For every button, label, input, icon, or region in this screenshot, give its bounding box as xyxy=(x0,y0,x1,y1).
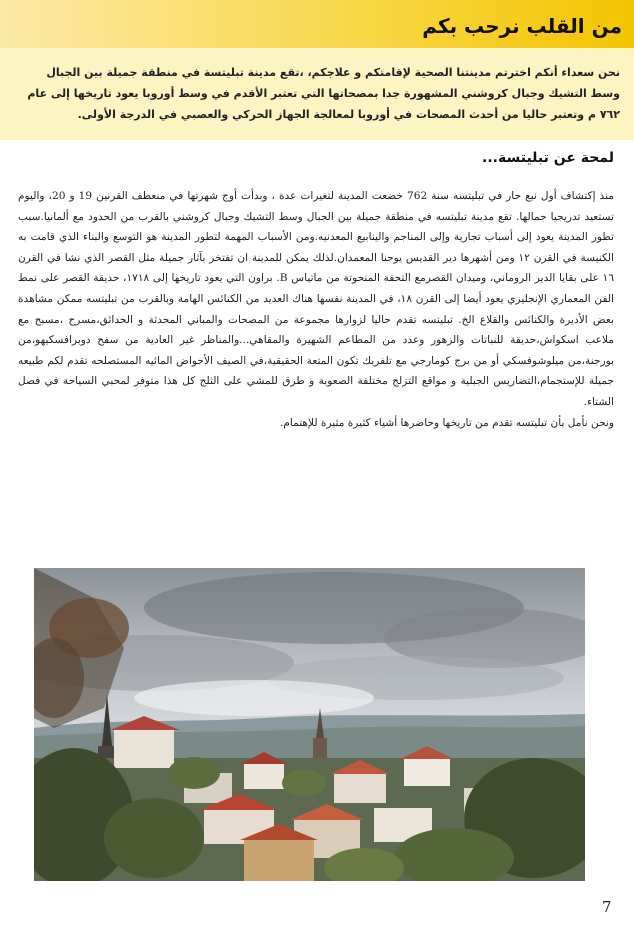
closing-paragraph: ونحن نأمل بأن تبليتسه تقدم من تاريخها وحاضرها أشياء كثيرة مثيرة للإهتمام. xyxy=(279,416,614,429)
body-paragraph: منذ إكتشاف أول نبع حار في تبليتسه سنة 762 خضعت المدينة لتغيرات عدة ، وبدأت أوج شهرتها في منعطف القرنين 19 و 20، واليوم تستعيد تدريجيا جمالها. تقع مدينة تبليتسه في منطقة جميلة بين الجبال وسط التشيك وجبال كروشني بالقرب من الحدود مع ألمانيا.سبب تطور المدينة يعود إلى أسباب تجارية وإلى المناجم والينابيع المعدنيه.ومن الأسباب المهمة لتطور المدينة هو التوسع والبناء الذي قامت به الكنيسة في القرن ١٢ ومن أشهرها دير القديس يوحنا المعمدان.لذلك يمكن للمدينة ان تفتخر بآثار جميلة مثل القصر الذي نشا في القرن ١٦ على بقايا الدير الروماني، وميدان القصرمع التحفة المنحوتة من ماتياس B. براون التي يعود تاريخها إلى ١٧١٨، حديقة القصر على نمط الفن المعماري الإنجليزي يعود أيضا إلى القرن ١٨، في المدينة نفسها هناك العديد من الكنائس الهامة وبالقرب من تبليتسه ممكن مشاهدة بعض الأديرة والكنائس والقلاع الخ. تبليتسه تقدم حاليا لزوارها مجموعة من المصحات والمباني المحدثة و الحدائق،مسرح ،مسبح مع ملاعب اسكواش،حديقة للنباتات والزهور وعدد من المطاعم الشهيرة والمقاهي...والمناظر غير العادية من سفح دوبرافسكيهو،من بورجنة،من ميلوشوفسكي أو من برج كومارجي مع تلفريك تكون المتعة الحقيقية،في الصيف الأحواض المائيه المستصلحه تقدم لكم طبيعه جميلة للإستجمام،التضاريس الجبلية و مواقع التزلج مختلفة الصعوبة و طرق للمشي على الثلج كل هذا متوفر لمحبي السياحة في فصل الشتاء. xyxy=(18,190,615,408)
page-number: 7 xyxy=(602,898,612,916)
intro-box xyxy=(0,48,634,140)
page-title: من القلب نرحب بكم xyxy=(422,14,622,38)
section-title: لمحة عن تبليتسة... xyxy=(482,150,614,166)
header-bar xyxy=(0,0,634,48)
city-panorama-photo xyxy=(34,568,585,881)
intro-text: نحن سعداء أنكم اخترتم مدينتنا الصحية لإقامتكم و علاجكم، ،تقع مدينة تبليتسة في منطقة جميلة بين الجبال وسط التشيك وجبال كروشني المشهورة جدا بمصحاتها التي تعتبر الأقدم في وسط أوروبا يعود تاريخها إلى عام ٧٦٢ م وتعتبر حاليا من أحدث المصحات في أوروبا لمعالجة الجهاز الحركي والعصبي في الدرجة الأولى. xyxy=(27,66,620,121)
body-text xyxy=(18,186,614,433)
